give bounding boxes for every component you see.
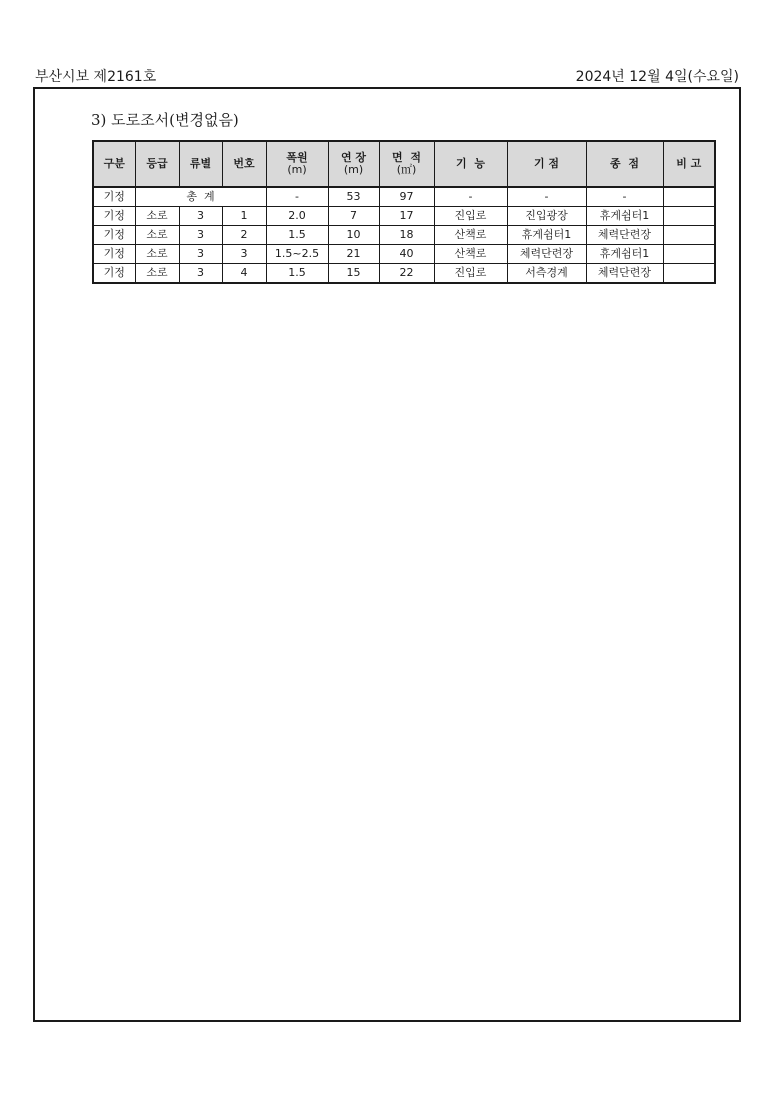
cell-width: 1.5 [266, 264, 328, 284]
cell-area: 18 [379, 226, 434, 245]
cell-function: 진입로 [434, 207, 507, 226]
cell-type: 기정 [93, 207, 135, 226]
cell-class: 3 [179, 226, 222, 245]
cell-function: 산책로 [434, 245, 507, 264]
cell-note [663, 264, 715, 284]
header-cell-end: 종 점 [586, 141, 663, 187]
cell-grade: 소로 [135, 245, 179, 264]
cell-grade: 소로 [135, 207, 179, 226]
table-row [93, 264, 715, 284]
cell-area: 17 [379, 207, 434, 226]
unit-area: (㎡) [396, 163, 417, 176]
cell-note [663, 187, 715, 207]
header-cell-length: 연 장 (m) [328, 141, 379, 187]
header-cell-area: 면 적 (㎡) [379, 141, 434, 187]
cell-class: 3 [179, 207, 222, 226]
cell-length: 15 [328, 264, 379, 284]
cell-end: - [586, 187, 663, 207]
cell-number: 4 [222, 264, 266, 284]
cell-note [663, 245, 715, 264]
header-cell-start: 기 점 [507, 141, 586, 187]
cell-start: 체력단련장 [507, 245, 586, 264]
cell-note [663, 207, 715, 226]
cell-length: 21 [328, 245, 379, 264]
cell-area: 40 [379, 245, 434, 264]
cell-end: 체력단련장 [586, 264, 663, 284]
cell-total-label: 총 계 [135, 187, 266, 207]
road-table [92, 140, 716, 284]
cell-area: 22 [379, 264, 434, 284]
header-cell-width: 폭원 (m) [266, 141, 328, 187]
cell-end: 휴게쉼터1 [586, 207, 663, 226]
cell-number: 2 [222, 226, 266, 245]
cell-note [663, 226, 715, 245]
cell-type: 기정 [93, 226, 135, 245]
cell-length: 10 [328, 226, 379, 245]
cell-grade: 소로 [135, 264, 179, 284]
cell-number: 3 [222, 245, 266, 264]
cell-class: 3 [179, 245, 222, 264]
header-cell-number: 번호 [222, 141, 266, 187]
unit-length: (m) [343, 163, 364, 176]
cell-class: 3 [179, 264, 222, 284]
unit-width: (m) [287, 163, 307, 176]
table-header-row [93, 141, 715, 187]
table-row [93, 245, 715, 264]
cell-type: 기정 [93, 245, 135, 264]
cell-type: 기정 [93, 187, 135, 207]
table-row-total [93, 187, 715, 207]
cell-end: 휴게쉼터1 [586, 245, 663, 264]
cell-start: 휴게쉼터1 [507, 226, 586, 245]
cell-grade: 소로 [135, 226, 179, 245]
cell-area: 97 [379, 187, 434, 207]
section-title: 3) 도로조서(변경없음) [91, 111, 239, 129]
gazette-issue: 부산시보 제2161호 [35, 69, 157, 85]
cell-function: - [434, 187, 507, 207]
cell-start: - [507, 187, 586, 207]
cell-function: 진입로 [434, 264, 507, 284]
cell-width: - [266, 187, 328, 207]
cell-width: 1.5 [266, 226, 328, 245]
gazette-date: 2024년 12월 4일(수요일) [575, 69, 739, 85]
header-cell-class: 류별 [179, 141, 222, 187]
cell-length: 7 [328, 207, 379, 226]
cell-start: 진입광장 [507, 207, 586, 226]
header-cell-note: 비 고 [663, 141, 715, 187]
cell-function: 산책로 [434, 226, 507, 245]
cell-number: 1 [222, 207, 266, 226]
cell-width: 1.5~2.5 [266, 245, 328, 264]
table-row [93, 226, 715, 245]
header-cell-type: 구분 [93, 141, 135, 187]
table-row [93, 207, 715, 226]
cell-length: 53 [328, 187, 379, 207]
cell-end: 체력단련장 [586, 226, 663, 245]
cell-width: 2.0 [266, 207, 328, 226]
cell-type: 기정 [93, 264, 135, 284]
cell-start: 서측경계 [507, 264, 586, 284]
header-cell-grade: 등급 [135, 141, 179, 187]
header-cell-function: 기 능 [434, 141, 507, 187]
